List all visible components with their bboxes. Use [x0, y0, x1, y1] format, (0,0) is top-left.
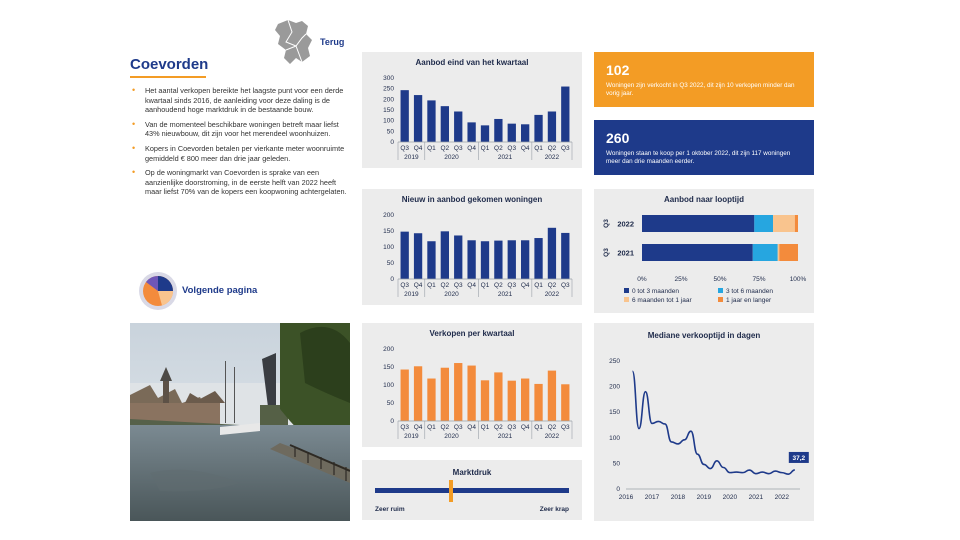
bar — [481, 125, 489, 142]
x-tick-label: Q2 — [547, 282, 557, 289]
bar — [454, 363, 462, 421]
summary-item: • Op de woningmarkt van Coevorden is sprake van een aanzienlijke doorstroming, in de eerste helft van 2022 heeft maar liefst 70% van de kopers een koopwoning achtergelaten. — [130, 168, 350, 197]
x-tick-label: 2022 — [774, 494, 790, 501]
x-tick-label: Q4 — [413, 282, 423, 289]
y-tick-label: 0 — [616, 486, 620, 493]
bar — [441, 231, 449, 279]
bar — [508, 124, 516, 142]
x-tick-label: Q2 — [440, 282, 450, 289]
duration-chart — [594, 189, 814, 313]
y-tick-label: 50 — [386, 400, 394, 407]
x-tick-label: 2019 — [696, 494, 712, 501]
chart-panel-supply — [362, 52, 582, 168]
x-tick-label: Q3 — [453, 282, 463, 289]
year-label: 2021 — [497, 433, 513, 440]
bar — [561, 384, 569, 421]
row-year-label: 2021 — [617, 248, 634, 258]
bar — [401, 232, 409, 279]
y-tick-label: 150 — [383, 107, 394, 114]
summary-list — [130, 86, 350, 202]
y-tick-label: 200 — [609, 383, 620, 391]
y-tick-label: 150 — [609, 409, 620, 417]
harbour-photo — [130, 323, 350, 521]
bar — [548, 111, 556, 142]
legend-label: 1 jaar en langer — [726, 297, 772, 304]
x-tick-label: Q1 — [534, 145, 543, 152]
year-label: 2019 — [404, 433, 419, 440]
x-tick-label: Q3 — [453, 424, 463, 431]
x-tick-label: Q3 — [400, 424, 410, 431]
x-tick-label: Q3 — [507, 282, 517, 289]
x-tick-label: Q2 — [494, 424, 503, 431]
y-tick-label: 300 — [383, 75, 394, 82]
x-tick-label: 2021 — [748, 494, 764, 501]
x-tick-label: Q3 — [560, 282, 570, 289]
year-label: 2022 — [544, 433, 560, 440]
bar — [454, 235, 462, 279]
stacked-segment — [779, 244, 798, 261]
x-tick-label: 50% — [713, 276, 727, 283]
stacked-segment — [753, 244, 778, 261]
bar — [467, 240, 475, 279]
legend-label: 6 maanden tot 1 jaar — [632, 297, 692, 304]
x-tick-label: Q3 — [560, 424, 570, 431]
row-quarter-label: Q3 — [603, 248, 610, 257]
bar — [534, 115, 542, 142]
year-label: 2021 — [497, 291, 513, 298]
x-tick-label: Q3 — [507, 145, 517, 152]
y-tick-label: 200 — [383, 346, 394, 353]
x-tick-label: Q1 — [480, 145, 490, 152]
chart-title: Nieuw in aanbod gekomen woningen — [401, 195, 543, 204]
year-label: 2020 — [444, 154, 459, 161]
legend-label: 3 tot 6 maanden — [726, 288, 773, 295]
legend-swatch — [624, 288, 629, 293]
bar — [508, 381, 516, 421]
bar — [427, 100, 435, 142]
y-tick-label: 0 — [390, 418, 394, 425]
x-tick-label: Q2 — [547, 424, 557, 431]
y-tick-label: 150 — [383, 228, 394, 235]
x-tick-label: Q4 — [520, 424, 530, 431]
y-tick-label: 100 — [383, 382, 394, 389]
x-tick-label: Q4 — [520, 145, 530, 152]
year-label: 2022 — [544, 154, 560, 161]
bar — [561, 233, 569, 279]
summary-item: • Kopers in Coevorden betalen per vierkante meter woonruimte gemiddeld € 800 meer dan drie jaar geleden. — [130, 144, 350, 163]
bar — [427, 241, 435, 279]
stacked-segment — [642, 244, 753, 261]
bar — [561, 87, 569, 142]
new-supply-chart — [362, 189, 582, 305]
y-tick-label: 200 — [383, 96, 394, 104]
legend-swatch — [718, 288, 723, 293]
x-tick-label: Q1 — [534, 424, 543, 431]
x-tick-label: Q3 — [400, 282, 410, 289]
y-tick-label: 150 — [383, 364, 394, 371]
y-tick-label: 0 — [390, 139, 394, 146]
chart-panel-new-supply — [362, 189, 582, 305]
market-pressure-panel — [362, 460, 582, 520]
x-tick-label: Q3 — [507, 424, 517, 431]
kpi-supply-card — [594, 120, 814, 175]
summary-item: • Van de momenteel beschikbare woningen betreft maar liefst 43% nieuwbouw, dit zijn voor het merendeel woonhuizen. — [130, 120, 350, 139]
chart-panel-duration — [594, 189, 814, 313]
supply-chart — [362, 52, 582, 168]
x-tick-label: Q1 — [427, 145, 436, 152]
x-tick-label: Q2 — [440, 424, 450, 431]
bar — [494, 372, 502, 421]
summary-item: • Het aantal verkopen bereikte het laagste punt voor een derde kwartaal sinds 2016, de aanleiding voor deze daling is de aanhoudend hoge marktdruk in de bestaande bouw. — [130, 86, 350, 115]
x-tick-label: 2017 — [644, 494, 660, 501]
x-tick-label: 25% — [674, 276, 688, 283]
kpi-value: 260 — [606, 130, 630, 146]
x-tick-label: Q2 — [547, 145, 557, 152]
year-label: 2019 — [404, 291, 419, 298]
year-label: 2021 — [497, 154, 513, 161]
row-quarter-label: Q3 — [603, 219, 610, 228]
page-title: Coevorden — [130, 56, 209, 73]
region-map-icon — [272, 18, 362, 68]
stacked-segment — [773, 215, 795, 232]
bar — [401, 90, 409, 142]
stacked-segment — [795, 215, 798, 232]
bar — [494, 241, 502, 279]
median-time-chart — [594, 323, 814, 521]
back-button[interactable] — [272, 18, 362, 68]
stacked-segment — [754, 215, 773, 232]
market-title: Marktdruk — [452, 468, 492, 477]
kpi-text: Woningen staan te koop per 1 oktober 2022, dit zijn 117 woningen meer dan drie maanden eerder. — [606, 150, 791, 165]
row-year-label: 2022 — [617, 219, 634, 229]
legend-label: 0 tot 3 maanden — [632, 288, 679, 295]
x-tick-label: Q4 — [467, 282, 476, 289]
bar — [414, 366, 422, 421]
x-tick-label: Q4 — [413, 424, 423, 431]
year-label: 2019 — [404, 154, 419, 161]
x-tick-label: Q4 — [520, 282, 530, 289]
bar — [427, 379, 435, 421]
bar — [401, 370, 409, 421]
chart-title: Aanbod eind van het kwartaal — [415, 58, 529, 67]
bar — [481, 380, 489, 421]
bar — [548, 228, 556, 279]
bar — [534, 238, 542, 279]
bar — [534, 384, 542, 421]
x-tick-label: 2018 — [670, 494, 686, 501]
next-page-label: Volgende pagina — [182, 285, 258, 296]
chart-title: Verkopen per kwartaal — [429, 329, 515, 338]
market-low-label: Zeer ruim — [375, 506, 405, 513]
market-marker — [449, 480, 453, 502]
market-high-label: Zeer krap — [539, 506, 569, 513]
y-tick-label: 200 — [383, 212, 394, 219]
x-tick-label: 75% — [752, 276, 766, 283]
x-tick-label: Q4 — [467, 145, 476, 152]
y-tick-label: 50 — [612, 460, 620, 468]
next-page-button[interactable] — [138, 271, 278, 311]
bar — [508, 240, 516, 279]
y-tick-label: 100 — [609, 434, 620, 442]
y-tick-label: 50 — [386, 128, 394, 136]
x-tick-label: Q1 — [427, 424, 436, 431]
x-tick-label: Q2 — [440, 145, 450, 152]
bar — [414, 233, 422, 279]
stacked-segment — [642, 215, 754, 232]
bar — [481, 241, 489, 279]
y-tick-label: 50 — [386, 260, 394, 267]
x-tick-label: Q2 — [494, 145, 503, 152]
chart-panel-median-time — [594, 323, 814, 521]
year-label: 2020 — [444, 433, 459, 440]
kpi-text: Woningen zijn verkocht in Q3 2022, dit zijn 10 verkopen minder dan vorig jaar. — [606, 82, 795, 97]
market-scale-bar — [375, 488, 569, 493]
series-line — [632, 371, 794, 474]
sales-chart — [362, 323, 582, 447]
chart-title: Mediane verkooptijd in dagen — [647, 331, 761, 340]
x-tick-label: Q1 — [427, 282, 436, 289]
bar — [441, 106, 449, 142]
x-tick-label: 2020 — [722, 494, 738, 501]
chart-title: Aanbod naar looptijd — [664, 195, 744, 204]
y-tick-label: 0 — [390, 276, 394, 283]
kpi-sales-card — [594, 52, 814, 107]
x-tick-label: Q4 — [413, 145, 423, 152]
bar — [521, 379, 529, 421]
title-underline — [130, 76, 206, 78]
x-tick-label: Q3 — [453, 145, 463, 152]
x-tick-label: Q4 — [467, 424, 476, 431]
bar — [521, 124, 529, 142]
bar — [454, 111, 462, 142]
x-tick-label: Q1 — [480, 424, 490, 431]
bar — [414, 95, 422, 142]
x-tick-label: Q3 — [560, 145, 570, 152]
kpi-value: 102 — [606, 62, 630, 78]
x-tick-label: 2016 — [618, 494, 634, 501]
x-tick-label: 0% — [637, 276, 647, 283]
chart-panel-sales — [362, 323, 582, 447]
x-tick-label: 100% — [789, 276, 807, 283]
stacked-segment — [778, 244, 780, 261]
y-tick-label: 250 — [609, 358, 620, 365]
x-tick-label: Q1 — [480, 282, 490, 289]
year-label: 2022 — [544, 291, 560, 298]
back-label: Terug — [320, 37, 345, 47]
bar — [441, 368, 449, 421]
bar — [548, 371, 556, 421]
pie-chart-icon — [138, 271, 178, 311]
y-tick-label: 100 — [383, 117, 394, 125]
bar — [521, 240, 529, 279]
bar — [494, 119, 502, 142]
y-tick-label: 100 — [383, 244, 394, 251]
last-value-label: 37,2 — [792, 454, 806, 462]
bar — [467, 366, 475, 421]
year-label: 2020 — [444, 291, 459, 298]
y-tick-label: 250 — [383, 85, 394, 93]
x-tick-label: Q1 — [534, 282, 543, 289]
legend-swatch — [624, 297, 629, 302]
x-tick-label: Q3 — [400, 145, 410, 152]
bar — [467, 122, 475, 142]
x-tick-label: Q2 — [494, 282, 503, 289]
legend-swatch — [718, 297, 723, 302]
